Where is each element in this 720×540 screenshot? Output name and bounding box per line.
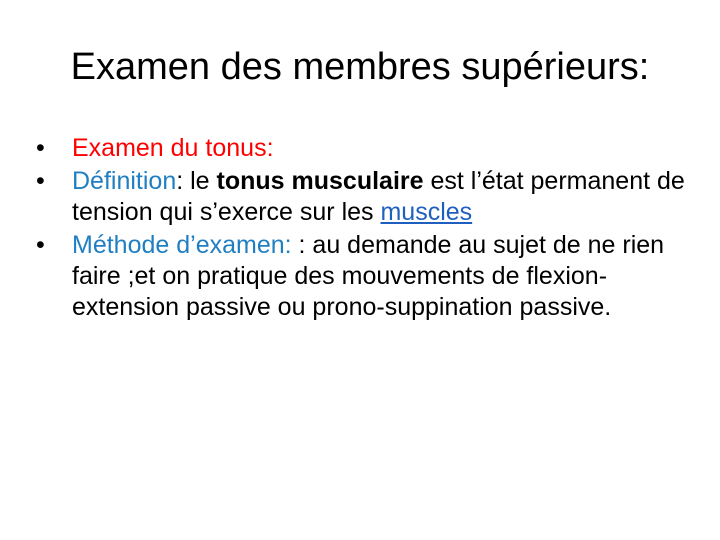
bullet-heading-definition: Définition	[72, 167, 177, 195]
method-text: : au demande au sujet de ne rien faire ;et on pratique des mouvements de flexion-extension passive ou prono-suppination passive.	[72, 231, 665, 321]
bullet-item-method	[36, 230, 686, 323]
slide-title: Examen des membres supérieurs:	[70, 46, 650, 88]
muscles-link[interactable]: muscles	[380, 198, 473, 226]
bullet-heading-tonus-exam: Examen du tonus:	[72, 134, 274, 162]
definition-text: est l’état permanent de tension qui s’exerce sur les	[72, 167, 685, 226]
bullet-dot-icon: •	[36, 134, 45, 162]
definition-separator: : le	[176, 167, 217, 195]
bullet-heading-method: Méthode d’examen:	[72, 231, 292, 259]
bullet-dot-icon: •	[36, 231, 45, 259]
bullet-dot-icon: •	[36, 167, 45, 195]
bullet-item-tonus-exam	[36, 133, 686, 164]
definition-bold-term: tonus musculaire	[216, 167, 424, 195]
bullet-list	[36, 133, 686, 325]
bullet-item-definition	[36, 166, 686, 228]
